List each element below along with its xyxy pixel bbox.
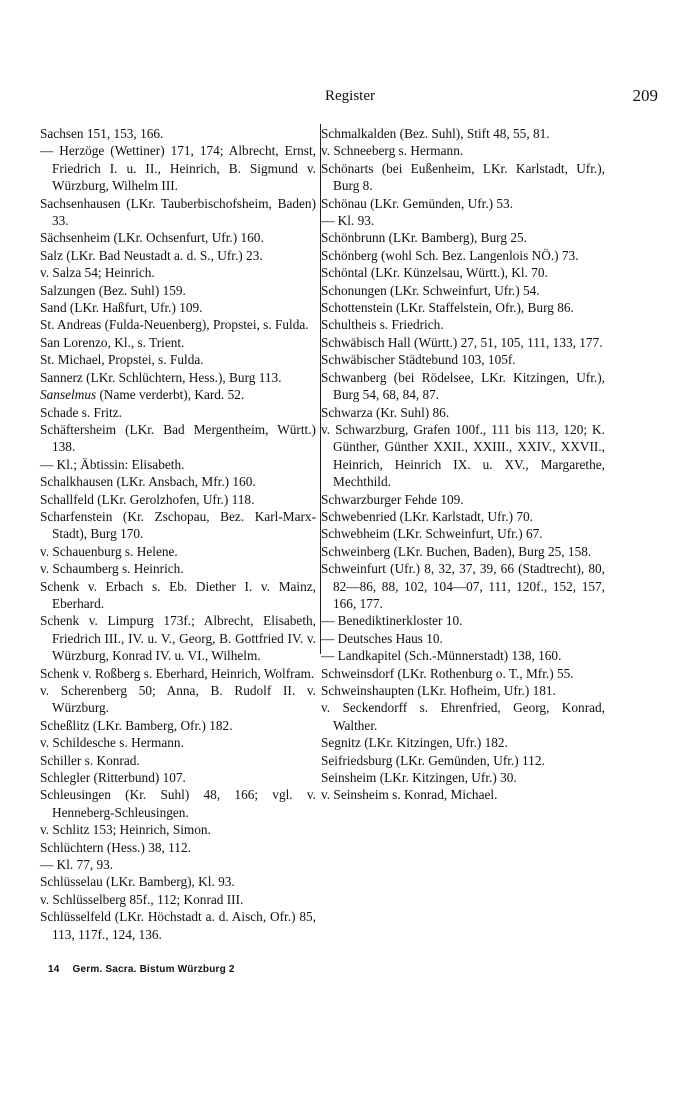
register-entry: Schönarts (bei Eußenheim, LKr. Karlstadt, Ufr.), Burg 8. — [321, 160, 605, 194]
register-entry: — Kl.; Äbtissin: Elisabeth. — [40, 456, 185, 472]
register-entry: Schwebenried (LKr. Karlstadt, Ufr.) 70. — [321, 508, 533, 524]
register-entry: Schenk v. Roßberg s. Eberhard, Heinrich, Wolfram. — [40, 665, 315, 681]
register-entry: — Deutsches Haus 10. — [321, 630, 443, 646]
register-entry: Schenk v. Limpurg 173f.; Albrecht, Elisabeth, Friedrich III., IV. u. V., Georg, B. Gottfried IV. v. Würzburg, Konrad IV. u. VI., Wilhelm. — [40, 613, 316, 664]
register-entry: — Landkapitel (Sch.-Münnerstadt) 138, 160. — [321, 648, 562, 664]
register-entry: v. Schlüsselberg 85f., 112; Konrad III. — [40, 891, 244, 907]
register-entry: St. Andreas (Fulda-Neuenberg), Propstei, s. Fulda. — [40, 317, 309, 333]
register-entry: Schöntal (LKr. Künzelsau, Württ.), Kl. 70. — [321, 265, 548, 281]
register-entry: v. Schlitz 153; Heinrich, Simon. — [40, 822, 211, 838]
register-entry: v. Schneeberg s. Hermann. — [321, 143, 464, 159]
register-entry: Schwanberg (bei Rödelsee, LKr. Kitzingen, Ufr.), Burg 54, 68, 84, 87. — [321, 369, 605, 403]
register-entry: Schönberg (wohl Sch. Bez. Langenlois NÖ.) 73. — [321, 247, 579, 263]
right-column — [321, 125, 605, 804]
register-entry: Schenk v. Erbach s. Eb. Diether I. v. Mainz, Eberhard. — [40, 578, 316, 611]
register-entry: Schwebheim (LKr. Schweinfurt, Ufr.) 67. — [321, 526, 543, 542]
register-entry: Schwarzburger Fehde 109. — [321, 491, 464, 507]
register-entry: — Kl. 93. — [321, 213, 375, 229]
register-entry: v. Schaumberg s. Heinrich. — [40, 561, 184, 577]
register-entry: Schonungen (LKr. Schweinfurt, Ufr.) 54. — [321, 282, 540, 298]
register-entry: — Herzöge (Wettiner) 171, 174; Albrecht, Ernst, Friedrich I. u. II., Heinrich, B. Sigmund v. Würzburg, Wilhelm III. — [40, 143, 316, 194]
register-entry: — Benediktinerkloster 10. — [321, 613, 463, 629]
register-entry: Schiller s. Konrad. — [40, 752, 140, 768]
running-title: Register — [325, 88, 375, 104]
register-entry: Schweinfurt (Ufr.) 8, 32, 37, 39, 66 (Stadtrecht), 80, 82—86, 88, 102, 104—07, 111, 120f., 152, 157, 166, 177. — [321, 561, 605, 611]
register-entry: — Kl. 77, 93. — [40, 857, 114, 873]
register-entry: Sannerz (LKr. Schlüchtern, Hess.), Burg 113. — [40, 369, 282, 385]
series-title: Germ. Sacra. Bistum Würzburg 2 — [72, 964, 235, 975]
register-entry: Salz (LKr. Bad Neustadt a. d. S., Ufr.) 23. — [40, 247, 263, 263]
register-entry: Schweinberg (LKr. Buchen, Baden), Burg 25, 158. — [321, 543, 592, 559]
register-entry: Schönau (LKr. Gemünden, Ufr.) 53. — [321, 195, 514, 211]
page-footer — [48, 964, 235, 975]
register-entry: Seifriedsburg (LKr. Gemünden, Ufr.) 112. — [321, 752, 545, 768]
register-entry: Schlüchtern (Hess.) 38, 112. — [40, 839, 191, 855]
register-entry: v. Scherenberg 50; Anna, B. Rudolf II. v. Würzburg. — [40, 683, 316, 716]
sheet-signature: 14 — [48, 964, 60, 975]
register-entry: Schlegler (Ritterbund) 107. — [40, 770, 186, 786]
register-entry: Sachsenhausen (LKr. Tauberbischofsheim, Baden) 33. — [40, 195, 316, 229]
register-entry: Schönbrunn (LKr. Bamberg), Burg 25. — [321, 230, 527, 246]
register-columns — [38, 125, 660, 985]
register-entry: Sanselmus (Name verderbt), Kard. 52. — [40, 387, 245, 403]
register-entry: Scheßlitz (LKr. Bamberg, Ofr.) 182. — [40, 717, 233, 733]
left-column — [40, 125, 316, 943]
register-entry: v. Schauenburg s. Helene. — [40, 543, 178, 559]
register-entry: v. Schildesche s. Hermann. — [40, 735, 184, 751]
register-entry: v. Schwarzburg, Grafen 100f., 111 bis 113, 120; K. Günther, Günther XXII., XXIII., XXIV., XXVII., Heinrich, Heinrich IX. u. XV., Margarethe, Mechthild. — [321, 421, 605, 490]
register-entry: Schlüsselfeld (LKr. Höchstadt a. d. Aisch, Ofr.) 85, 113, 117f., 124, 136. — [40, 909, 316, 942]
register-entry: San Lorenzo, Kl., s. Trient. — [40, 334, 185, 350]
register-entry: Schlüsselau (LKr. Bamberg), Kl. 93. — [40, 874, 235, 890]
register-entry: Schultheis s. Friedrich. — [321, 317, 444, 333]
page-number: 209 — [632, 86, 658, 105]
register-entry: v. Seinsheim s. Konrad, Michael. — [321, 787, 498, 803]
page-header — [40, 86, 660, 110]
register-entry: Sand (LKr. Haßfurt, Ufr.) 109. — [40, 300, 203, 316]
register-entry: Schweinshaupten (LKr. Hofheim, Ufr.) 181. — [321, 683, 556, 698]
register-entry: Schwäbischer Städtebund 103, 105f. — [321, 352, 516, 368]
register-entry: Schottenstein (LKr. Staffelstein, Ofr.), Burg 86. — [321, 300, 574, 316]
register-entry: Schmalkalden (Bez. Suhl), Stift 48, 55, 81. — [321, 126, 550, 141]
register-entry: Schwarza (Kr. Suhl) 86. — [321, 404, 450, 420]
register-entry: Segnitz (LKr. Kitzingen, Ufr.) 182. — [321, 735, 508, 751]
register-entry: v. Salza 54; Heinrich. — [40, 265, 155, 281]
register-entry: Schweinsdorf (LKr. Rothenburg o. T., Mfr.) 55. — [321, 665, 574, 681]
register-entry: Sächsenheim (LKr. Ochsenfurt, Ufr.) 160. — [40, 230, 264, 246]
register-entry: Schalkhausen (LKr. Ansbach, Mfr.) 160. — [40, 474, 256, 490]
register-entry: Schallfeld (LKr. Gerolzhofen, Ufr.) 118. — [40, 491, 255, 507]
register-entry: Salzungen (Bez. Suhl) 159. — [40, 282, 186, 298]
register-entry: v. Seckendorff s. Ehrenfried, Georg, Konrad, Walther. — [321, 700, 605, 733]
register-entry: Schwäbisch Hall (Württ.) 27, 51, 105, 111, 133, 177. — [321, 334, 603, 350]
register-entry: Schäftersheim (LKr. Bad Mergentheim, Württ.) 138. — [40, 421, 316, 455]
register-entry: Schade s. Fritz. — [40, 404, 122, 420]
register-entry: Schleusingen (Kr. Suhl) 48, 166; vgl. v. Henneberg-Schleusingen. — [40, 787, 316, 820]
register-entry: Seinsheim (LKr. Kitzingen, Ufr.) 30. — [321, 770, 517, 786]
register-entry: Scharfenstein (Kr. Zschopau, Bez. Karl-Marx-Stadt), Burg 170. — [40, 508, 316, 542]
register-entry: St. Michael, Propstei, s. Fulda. — [40, 352, 204, 368]
register-entry: Sachsen 151, 153, 166. — [40, 126, 164, 141]
